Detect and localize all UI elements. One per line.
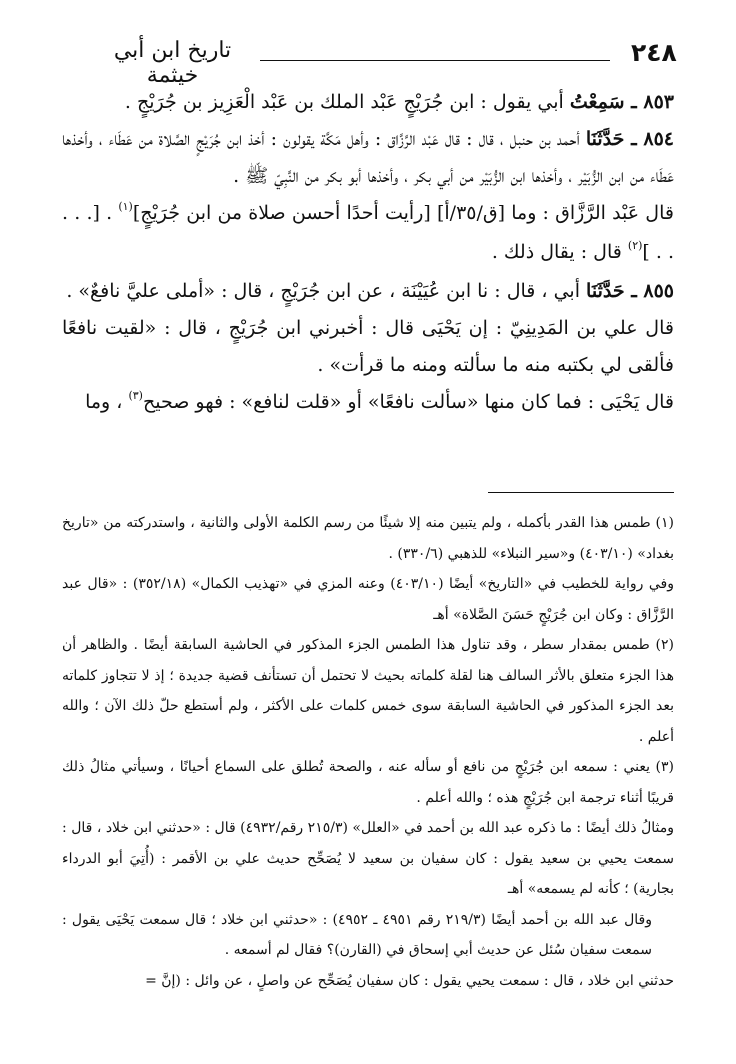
footnote-3-example-3: حدثني ابن خلاد ، قال : سمعت يحيي يقول : كان سفيان يُصَحِّح عن واصلٍ ، عن وائل : (إنَّ = (145, 972, 674, 989)
footnote-2: (٢) طمس بمقدار سطر ، وقد تناول هذا الطمس الجزء المذكور في الحاشية السابقة أيضًا . والظاهر أن هذا الجزء متعلق بالأثر السالف هنا لقلة كلماته بحيث لا تحتمل أن تستأنف قضية جديدة ؛ إذ لا تتجاوز كلماته بعد الجزء المذكور في الحاشية السابقة سوى خمس كلمات على الأكثر ، ولم أستطع حلّ ذلك الآن ؛ والله أعلم . (62, 637, 674, 745)
hadith-855-comment (62, 310, 674, 384)
paragraph-text: ، وما (85, 391, 123, 413)
hadith-854 (62, 121, 674, 195)
page-header (90, 34, 677, 88)
hadith-text: أبي ، قال : نا ابن عُيَيْنَة ، عن ابن جُرَيْجٍ ، قال : «أملى عليَّ نافعٌ» . (66, 280, 580, 302)
hadith-text: أبي يقول : ابن جُرَيْجٍ عَبْد الملك بن عَبْد الْعَزِيز بن جُرَيْجٍ . (124, 91, 564, 113)
book-title: تاريخ ابن أبي خيثمة (113, 38, 232, 88)
footnote-separator (488, 492, 674, 493)
hadith-855-comment-2 (62, 384, 674, 423)
footnote-1-cont: وفي رواية للخطيب في «التاريخ» أيضًا (٤٠٣/١٠) وعنه المزي في «تهذيب الكمال» (٣٥٢/١٨) : «قال عبد الرَّزَّاق : وكان ابن جُرَيْجٍ حَسَنَ الصَّلاة» أهـ (62, 576, 674, 623)
paragraph-text: قال عَبْد الرَّزَّاق : وما [ق/٣٥/أ] [رأيت أحدًا أحسن صلاة من ابن جُرَيْجٍ] (132, 202, 674, 224)
hadith-853 (62, 84, 674, 121)
footnote-marker: (٢) (627, 239, 643, 252)
page-number: ٢٤٨ (631, 38, 677, 67)
footnotes (62, 508, 674, 996)
hadith-lead: ٨٥٣ ـ سَمِعْتُ (569, 91, 674, 113)
main-text (62, 84, 674, 423)
hadith-855 (62, 273, 674, 310)
paragraph-text: قال علي بن المَدِينِيّ : إن يَحْيَى قال : أخبرني ابن جُرَيْجٍ ، قال : «لقيت نافعًا فألقى لي بكتبه منه ما سألته ومنه ما قرأت» . (62, 317, 674, 376)
footnote-1: (١) طمس هذا القدر بأكمله ، ولم يتبين منه إلا شيئًا من رسم الكلمة الأولى والثانية ، واستدركته من «تاريخ بغداد» (٤٠٣/١٠) و«سير النبلاء» للذهبي (٣٣٠/٦) . (62, 515, 674, 562)
hadith-lead: ٨٥٤ ـ حَدَّثَنَا (585, 128, 674, 150)
header-rule (260, 60, 610, 61)
footnote-marker: (١) (118, 200, 133, 213)
paragraph-text: . [. . . . . ] (62, 202, 674, 263)
footnote-3: (٣) يعني : سمعه ابن جُرَيْجٍ من نافع أو سأله عنه ، والصحة تُطلق على السماع أحيانًا ، وسيأتي مثالُ ذلك قريبًا أثناء ترجمة ابن جُرَيْجٍ هذه ؛ والله أعلم . (62, 759, 674, 806)
paragraph-text: قال يَحْيَى : فما كان منها «سألت نافعًا» أو «قلت لنافع» : فهو صحيح (142, 391, 674, 413)
footnote-3-example: ومثالُ ذلك أيضًا : ما ذكره عبد الله بن أحمد في «العلل» (٢١٥/٣ رقم/٤٩٣٢) قال : «حدثني ابن خلاد ، قال : سمعت يحيي بن سعيد يقول : كان سفيان بن سعيد لا يُصَحِّح حديث علي بن الأقمر : (أُتِيَ أبو الدرداء بجارية) ؛ كأنه لم يسمعه» أهـ (62, 820, 675, 897)
footnote-3-example-2: وقال عبد الله بن أحمد أيضًا (٢١٩/٣ رقم ٤٩٥١ ـ ٤٩٥٢) : «حدثني ابن خلاد ؛ قال سمعت يَحْيَى يقول : سمعت سفيان سُئل عن حديث أبي إسحاق في (القارن)؟ فقال لم أسمعه . (62, 911, 652, 958)
hadith-text: أحمد بن حنبل ، قال : قال عَبْد الرَّزَّاق : وأهل مَكَّة يقولون : أخذ ابن جُرَيْجٍ الصَّلاة من عَطَاء ، وأخذها عَطَاء من ابن الزُّبَيْر ، وأخذها ابن الزُّبَيْر من أبي بكر ، وأخذها أبو بكر من النَّبِيّ ﷺ . (62, 128, 674, 187)
footnote-marker: (٣) (128, 389, 143, 402)
paragraph-text: قال : يقال ذلك . (491, 241, 622, 263)
hadith-854-comment (62, 195, 674, 273)
hadith-lead: ٨٥٥ ـ حَدَّثَنَا (586, 280, 674, 302)
